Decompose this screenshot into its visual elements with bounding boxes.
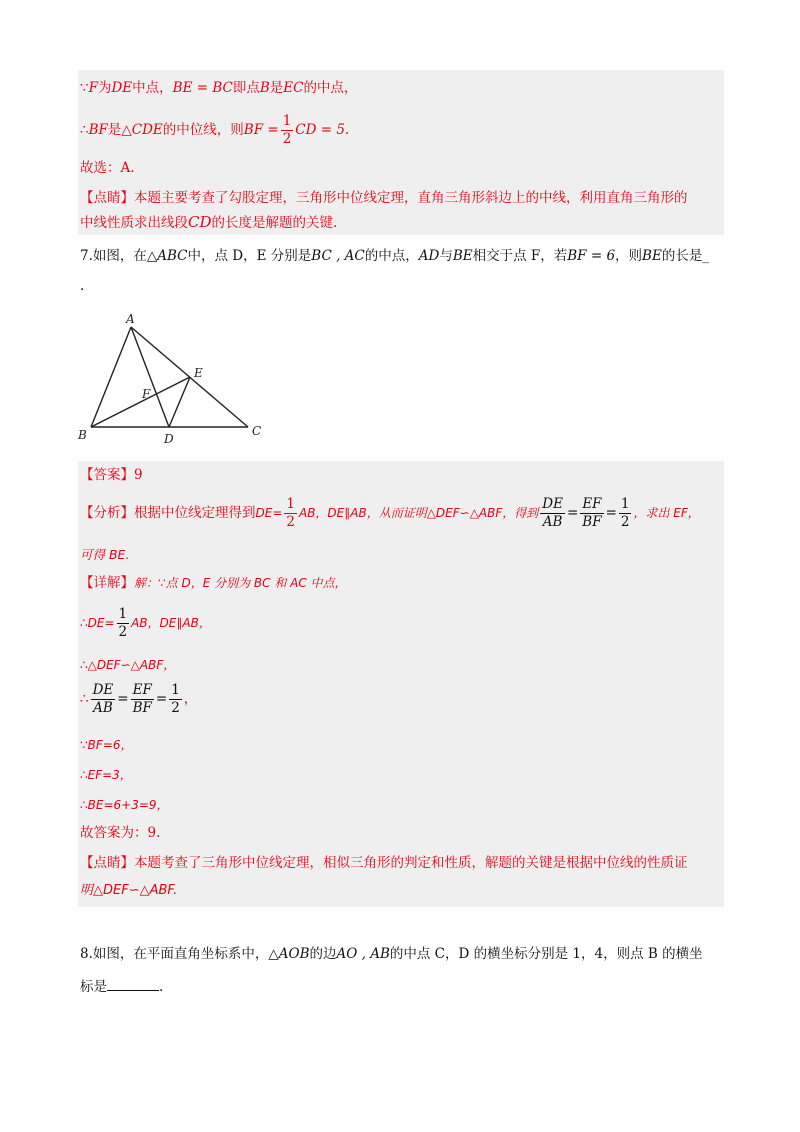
answer-blank[interactable] bbox=[107, 976, 159, 991]
label-B: B bbox=[78, 428, 87, 442]
solution-line-3: 故选：A. bbox=[80, 160, 135, 176]
solution-block-q7 bbox=[78, 461, 724, 907]
step-6: ∴BE=6+3=9， bbox=[80, 798, 169, 812]
question-8-text: 8.如图，在平面直角坐标系中，△AOB的边AO , AB的中点 C，D 的横坐标分别是 1，4，则点 B 的横坐 bbox=[80, 946, 703, 962]
label-F: F bbox=[142, 387, 151, 401]
step-5: ∴EF=3， bbox=[80, 768, 132, 782]
step-1: ∴DE= $\frac{1}{2}$ AB，DE∥AB， bbox=[80, 606, 211, 640]
segment-BE bbox=[91, 377, 190, 427]
answer-line: 【答案】9 bbox=[80, 467, 143, 483]
segment-DE bbox=[169, 377, 190, 427]
solution-line-1: ∵F为DE中点，BE = BC即点B是EC的中点， bbox=[80, 80, 358, 96]
comment-q7-line-1: 【点睛】本题考查了三角形中位线定理，相似三角形的判定和性质，解题的关键是根据中位线的性质证 bbox=[80, 855, 688, 871]
label-C: C bbox=[252, 424, 262, 438]
detail-line: 【详解】解：∵点 D，E 分别为 BC 和 AC 中点， bbox=[80, 575, 347, 591]
segment-AD bbox=[131, 327, 169, 427]
solution-line-2: ∴BF是△CDE的中位线，则BF = $\frac{1}{2}$ CD = 5. bbox=[80, 113, 350, 147]
question-7-text: 7.如图，在△ABC中，点 D，E 分别是BC , AC的中点，AD与BE相交于点 F，若BF = 6，则BE的长是_ bbox=[80, 248, 710, 264]
step-2: ∴△DEF∽△ABF， bbox=[80, 658, 176, 672]
fraction-one-half: $\frac{1}{2}$ bbox=[282, 113, 292, 147]
analysis-line-2: 可得 BE. bbox=[80, 547, 130, 562]
solution-block-q6 bbox=[78, 70, 724, 235]
label-E: E bbox=[194, 366, 203, 380]
label-D: D bbox=[164, 432, 174, 446]
triangle-figure bbox=[70, 305, 280, 450]
comment-line-1: 【点睛】本题主要考查了勾股定理，三角形中位线定理，直角三角形斜边上的中线，利用直角三角形的 bbox=[80, 190, 688, 206]
question-8-text-end: 标是 . bbox=[80, 976, 163, 997]
step-4: ∵BF=6， bbox=[80, 738, 133, 752]
step-7: 故答案为：9. bbox=[80, 825, 161, 841]
comment-q7-line-2: 明△DEF∽△ABF. bbox=[80, 883, 178, 898]
comment-line-2: 中线性质求出线段CD的长度是解题的关键. bbox=[80, 213, 338, 231]
question-7-text-end: . bbox=[80, 278, 85, 294]
analysis-line-1: 【分析】根据中位线定理得到DE= $\frac{1}{2}$ AB，DE∥AB，从而证明△DEF∽△ABF，得到 $\frac{DE}{AB}$ = $\frac{EF}{BF}$ = $\frac{1}{2}$ ，求出 EF， bbox=[80, 496, 700, 530]
label-A: A bbox=[126, 312, 135, 326]
segment-AB bbox=[91, 327, 131, 427]
step-3: ∴ $\frac{DE}{AB}$ = $\frac{EF}{BF}$ = $\frac{1}{2}$ ， bbox=[80, 682, 198, 716]
